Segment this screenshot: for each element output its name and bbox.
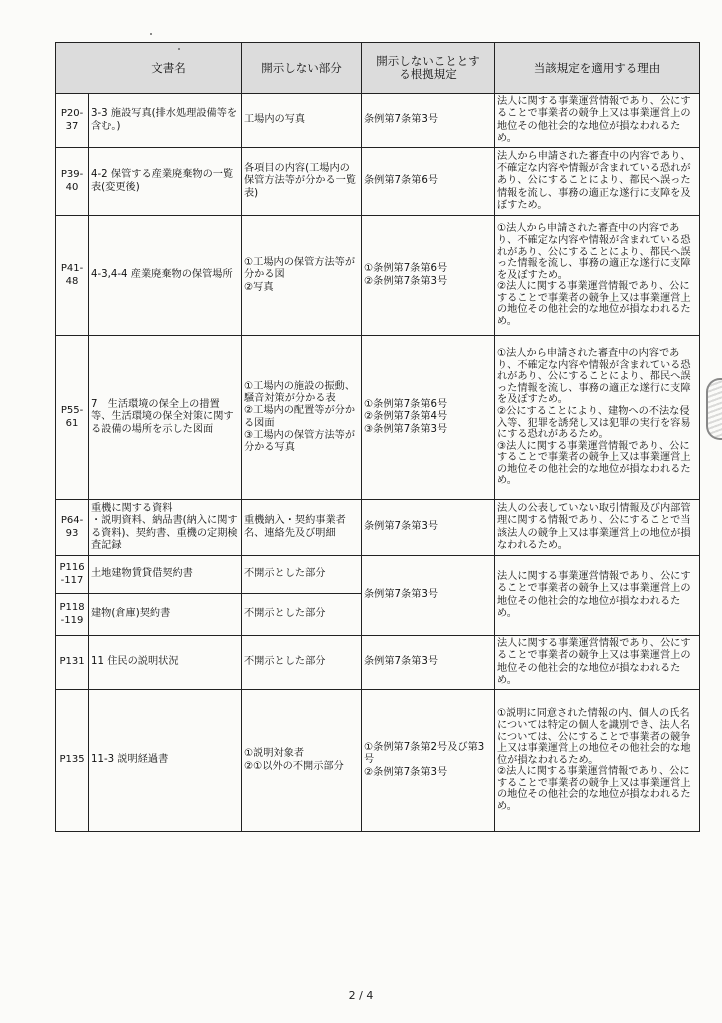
document-name: 7 生活環境の保全上の措置等、生活環境の保全対策に関する設備の場所を示した図面 — [89, 336, 242, 500]
reason-text: ①法人から申請された審査中の内容であり、不確定な内容や情報が含まれている恐れがあり、公にすることにより、都民へ誤った情報を流し、事務の適正な遂行に支障を及ぼすため。 ②法人に関する事業運営情報であり、公にすることで事業者の競争上又は事業運営上の地位その他社会的な地位が損なわれるため。 — [495, 216, 700, 336]
legal-basis: 条例第7条第6号 — [362, 148, 495, 216]
document-name: 建物(倉庫)契約書 — [89, 594, 242, 636]
reason-text: 法人に関する事業運営情報であり、公にすることで事業者の競争上又は事業運営上の地位その他社会的な地位が損なわれるため。 — [495, 636, 700, 690]
seal-stamp-mark — [706, 378, 722, 440]
document-name: 11 住民の説明状況 — [89, 636, 242, 690]
legal-basis: ①条例第7条第6号 ②条例第7条第3号 — [362, 216, 495, 336]
page-ref: P131 — [56, 636, 89, 690]
legal-basis: 条例第7条第3号 — [362, 94, 495, 148]
undisclosed-part: 各項目の内容(工場内の保管方法等が分かる一覧表) — [242, 148, 362, 216]
table-row — [56, 636, 700, 690]
header-undisclosed-part: 開示しない部分 — [242, 43, 362, 94]
legal-basis: ①条例第7条第6号 ②条例第7条第4号 ③条例第7条第3号 — [362, 336, 495, 500]
reason-text: 法人から申請された審査中の内容であり、不確定な内容や情報が含まれている恐れがあり、公にすることにより、都民へ誤った情報を流し、事務の適正な遂行に支障を及ぼすため。 — [495, 148, 700, 216]
page-ref: P20-37 — [56, 94, 89, 148]
page-ref: P135 — [56, 690, 89, 832]
document-name: 3-3 施設写真(排水処理設備等を含む。) — [89, 94, 242, 148]
header-legal-basis: 開示しないこととする根拠規定 — [362, 43, 495, 94]
legal-basis: 条例第7条第3号 — [362, 500, 495, 556]
undisclosed-part: 工場内の写真 — [242, 94, 362, 148]
table-row — [56, 216, 700, 336]
reason-text: 法人に関する事業運営情報であり、公にすることで事業者の競争上又は事業運営上の地位その他社会的な地位が損なわれるため。 — [495, 94, 700, 148]
table-row — [56, 336, 700, 500]
reason-text: ①説明に同意された情報の内、個人の氏名については特定の個人を識別でき、法人名については、公にすることで事業者の競争上又は事業運営上の地位その他社会的な地位が損なわれるため。 ②法人に関する事業運営情報であり、公にすることで事業者の競争上又は事業運営上の地位その他社会的な地位が損なわれるため。 — [495, 690, 700, 832]
undisclosed-part: ①工場内の施設の振動、騒音対策が分かる表 ②工場内の配置等が分かる図面 ③工場内の保管方法等が分かる写真 — [242, 336, 362, 500]
table-row — [56, 500, 700, 556]
header-row — [56, 43, 700, 94]
document-name: 土地建物賃貸借契約書 — [89, 556, 242, 594]
page-indicator: 2 / 4 — [348, 989, 374, 1002]
undisclosed-part: ①説明対象者 ②①以外の不開示部分 — [242, 690, 362, 832]
legal-basis: 条例第7条第3号 — [362, 556, 495, 636]
page-ref: P118-119 — [56, 594, 89, 636]
table-row — [56, 556, 700, 594]
document-name: 4-3,4-4 産業廃棄物の保管場所 — [89, 216, 242, 336]
header-reason: 当該規定を適用する理由 — [495, 43, 700, 94]
scan-speck — [178, 48, 180, 50]
legal-basis: 条例第7条第3号 — [362, 636, 495, 690]
header-document-name: 文書名 — [56, 43, 242, 94]
document-name: 重機に関する資料 ・説明資料、納品書(納入に関する資料)、契約書、重機の定期検査記録 — [89, 500, 242, 556]
page-ref: P41-48 — [56, 216, 89, 336]
reason-text: ①法人から申請された審査中の内容であり、不確定な内容や情報が含まれている恐れがあり、公にすることにより、都民へ誤った情報を流し、事務の適正な遂行に支障を及ぼすため。 ②公にすることにより、建物への不法な侵入等、犯罪を誘発し又は犯罪の実行を容易にする恐れがあるため。 ③法人に関する事業運営情報であり、公にすることで事業者の競争上又は事業運営上の地位その他社会的な地位が損なわれるため。 — [495, 336, 700, 500]
table-row — [56, 690, 700, 832]
undisclosed-part: 不開示とした部分 — [242, 594, 362, 636]
page-ref: P116-117 — [56, 556, 89, 594]
page-ref: P39-40 — [56, 148, 89, 216]
legal-basis: ①条例第7条第2号及び第3号 ②条例第7条第3号 — [362, 690, 495, 832]
document-name: 11-3 説明経過書 — [89, 690, 242, 832]
table-row — [56, 94, 700, 148]
reason-text: 法人に関する事業運営情報であり、公にすることで事業者の競争上又は事業運営上の地位その他社会的な地位が損なわれるため。 — [495, 556, 700, 636]
undisclosed-part: 不開示とした部分 — [242, 636, 362, 690]
scan-speck — [150, 33, 152, 35]
undisclosed-part: ①工場内の保管方法等が分かる図 ②写真 — [242, 216, 362, 336]
page-ref: P64-93 — [56, 500, 89, 556]
reason-text: 法人の公表していない取引情報及び内部管理に関する情報であり、公にすることで当該法人の競争上又は事業運営上の地位が損なわれるため。 — [495, 500, 700, 556]
disclosure-table — [55, 42, 700, 832]
undisclosed-part: 重機納入・契約事業者名、連絡先及び明細 — [242, 500, 362, 556]
document-name: 4-2 保管する産業廃棄物の一覧表(変更後) — [89, 148, 242, 216]
undisclosed-part: 不開示とした部分 — [242, 556, 362, 594]
page-ref: P55-61 — [56, 336, 89, 500]
table-row — [56, 148, 700, 216]
